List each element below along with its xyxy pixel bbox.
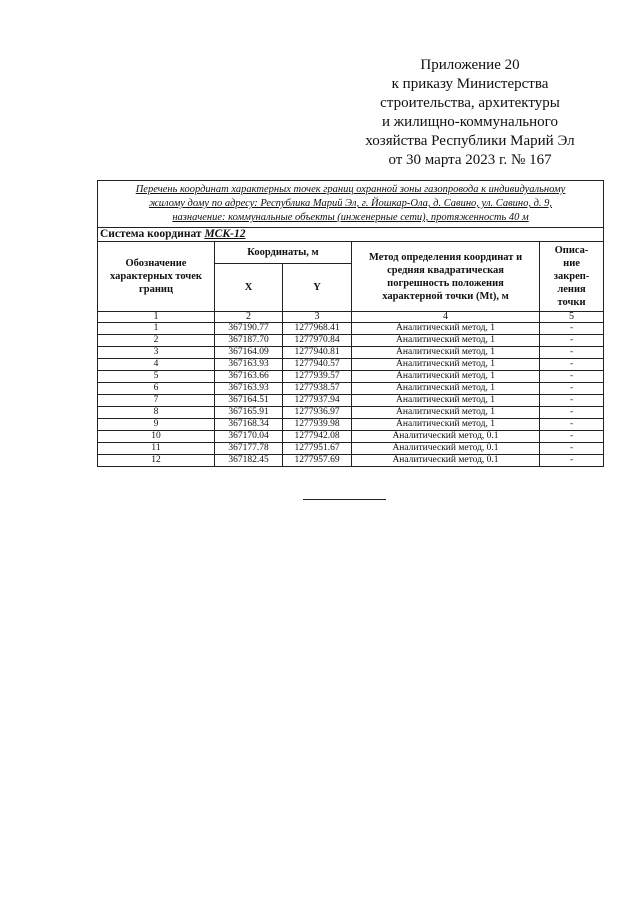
table-row — [98, 455, 604, 467]
table-row — [98, 347, 604, 359]
cell-y: 1277970.84 — [283, 335, 352, 347]
cell-point: 9 — [98, 419, 215, 431]
cell-point: 1 — [98, 323, 215, 335]
cell-point: 4 — [98, 359, 215, 371]
coordinate-system-row — [98, 228, 604, 242]
table-row — [98, 419, 604, 431]
cell-x: 367187.70 — [215, 335, 283, 347]
cell-method: Аналитический метод, 1 — [352, 371, 540, 383]
cell-x: 367177.78 — [215, 443, 283, 455]
appendix-line: строительства, архитектуры — [380, 95, 560, 111]
cell-desc: - — [540, 371, 604, 383]
cell-point: 10 — [98, 431, 215, 443]
cell-y: 1277938.57 — [283, 383, 352, 395]
cell-x: 367182.45 — [215, 455, 283, 467]
cell-y: 1277940.81 — [283, 347, 352, 359]
cell-desc: - — [540, 359, 604, 371]
cell-desc: - — [540, 431, 604, 443]
cell-x: 367170.04 — [215, 431, 283, 443]
cell-desc: - — [540, 395, 604, 407]
coordinate-system-label: Система координат — [100, 228, 202, 240]
header-coordinates: Координаты, м — [215, 242, 352, 264]
cell-desc: - — [540, 323, 604, 335]
cell-method: Аналитический метод, 1 — [352, 323, 540, 335]
cell-method: Аналитический метод, 0.1 — [352, 431, 540, 443]
cell-desc: - — [540, 347, 604, 359]
appendix-line: хозяйства Республики Марий Эл — [365, 133, 575, 149]
cell-x: 367164.09 — [215, 347, 283, 359]
caption-line: назначение: коммунальные объекты (инженерные сети), протяженность 40 м — [172, 212, 529, 223]
cell-method: Аналитический метод, 1 — [352, 419, 540, 431]
column-number: 4 — [352, 312, 540, 323]
cell-point: 12 — [98, 455, 215, 467]
cell-desc: - — [540, 407, 604, 419]
cell-desc: - — [540, 383, 604, 395]
cell-x: 367163.66 — [215, 371, 283, 383]
cell-point: 6 — [98, 383, 215, 395]
cell-y: 1277968.41 — [283, 323, 352, 335]
cell-point: 11 — [98, 443, 215, 455]
appendix-line: от 30 марта 2023 г. № 167 — [388, 152, 552, 168]
cell-y: 1277940.57 — [283, 359, 352, 371]
table-caption — [98, 181, 604, 228]
coordinates-table — [97, 180, 604, 467]
cell-y: 1277936.97 — [283, 407, 352, 419]
table-row — [98, 407, 604, 419]
signature-divider — [303, 499, 386, 500]
header-y: Y — [283, 264, 352, 312]
cell-method: Аналитический метод, 1 — [352, 335, 540, 347]
cell-desc: - — [540, 419, 604, 431]
column-number: 3 — [283, 312, 352, 323]
cell-method: Аналитический метод, 1 — [352, 347, 540, 359]
cell-point: 8 — [98, 407, 215, 419]
cell-method: Аналитический метод, 0.1 — [352, 455, 540, 467]
header-method: Метод определения координат и средняя квадратическая погрешность положения характерной точки (Mt), м — [352, 242, 540, 312]
cell-point: 2 — [98, 335, 215, 347]
cell-y: 1277937.94 — [283, 395, 352, 407]
appendix-header — [330, 56, 610, 170]
cell-method: Аналитический метод, 1 — [352, 383, 540, 395]
cell-y: 1277939.98 — [283, 419, 352, 431]
coordinate-system-value: МСК-12 — [204, 228, 246, 240]
table-row — [98, 323, 604, 335]
caption-line: жилому дому по адресу: Республика Марий Эл, г. Йошкар-Ола, д. Савино, ул. Савино, д. 9, — [149, 198, 553, 209]
header-point: Обозначение характерных точек границ — [98, 242, 215, 312]
table-row — [98, 443, 604, 455]
caption-line: Перечень координат характерных точек границ охранной зоны газопровода к индивидуальному — [135, 184, 566, 195]
cell-method: Аналитический метод, 1 — [352, 395, 540, 407]
column-number: 1 — [98, 312, 215, 323]
cell-x: 367163.93 — [215, 383, 283, 395]
cell-y: 1277951.67 — [283, 443, 352, 455]
column-number: 5 — [540, 312, 604, 323]
cell-desc: - — [540, 455, 604, 467]
column-number: 2 — [215, 312, 283, 323]
table-row — [98, 335, 604, 347]
cell-x: 367164.51 — [215, 395, 283, 407]
cell-point: 3 — [98, 347, 215, 359]
table-row — [98, 395, 604, 407]
cell-x: 367168.34 — [215, 419, 283, 431]
appendix-line: Приложение 20 — [420, 57, 520, 73]
table-row — [98, 431, 604, 443]
header-x: X — [215, 264, 283, 312]
cell-x: 367165.91 — [215, 407, 283, 419]
cell-method: Аналитический метод, 1 — [352, 407, 540, 419]
cell-y: 1277942.08 — [283, 431, 352, 443]
cell-point: 5 — [98, 371, 215, 383]
cell-point: 7 — [98, 395, 215, 407]
table-row — [98, 383, 604, 395]
cell-y: 1277939.57 — [283, 371, 352, 383]
appendix-line: к приказу Министерства — [391, 76, 549, 92]
cell-desc: - — [540, 443, 604, 455]
cell-method: Аналитический метод, 1 — [352, 359, 540, 371]
table-row — [98, 371, 604, 383]
cell-x: 367190.77 — [215, 323, 283, 335]
column-number-row — [98, 312, 604, 323]
cell-desc: - — [540, 335, 604, 347]
appendix-line: и жилищно-коммунального — [382, 114, 558, 130]
header-description: Описа- ние закреп- ления точки — [540, 242, 604, 312]
cell-x: 367163.93 — [215, 359, 283, 371]
cell-method: Аналитический метод, 0.1 — [352, 443, 540, 455]
cell-y: 1277957.69 — [283, 455, 352, 467]
table-row — [98, 359, 604, 371]
